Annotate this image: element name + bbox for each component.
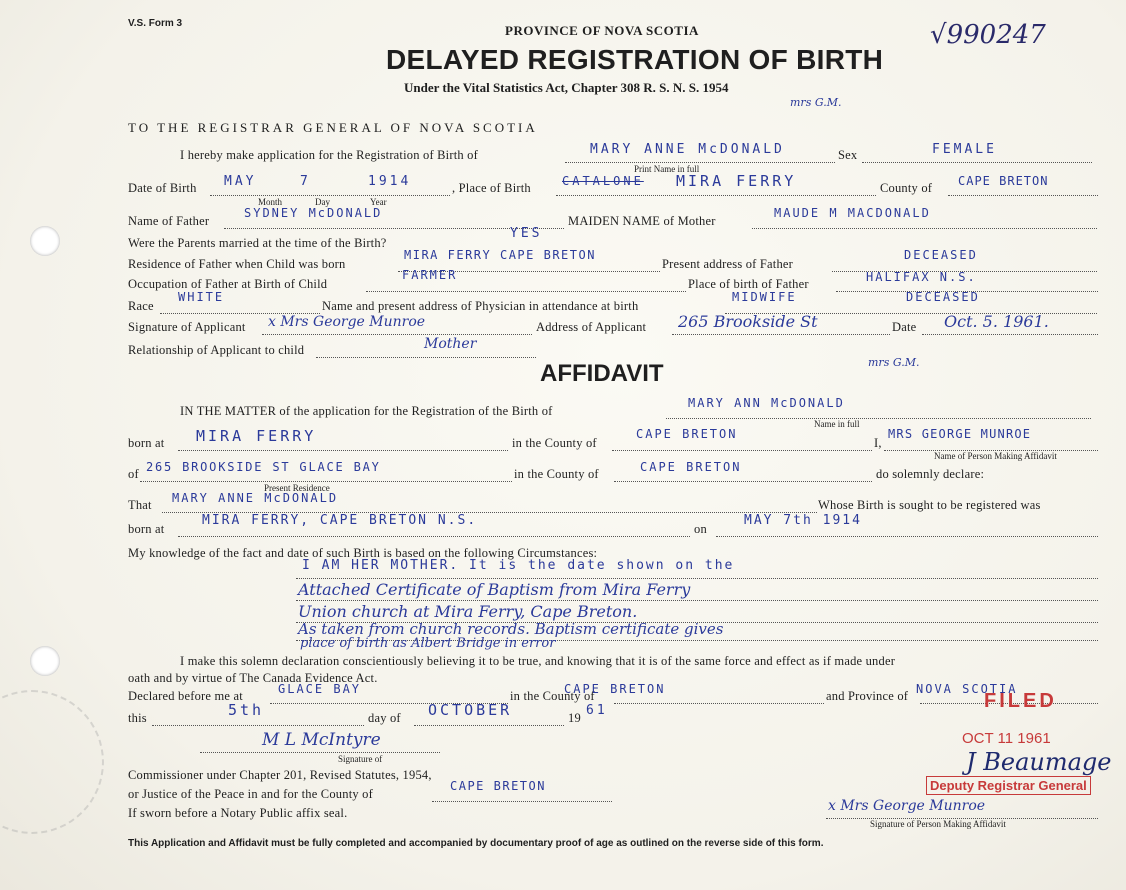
county-label-4: in the County of [510, 689, 595, 703]
affiant-county: CAPE BRETON [640, 460, 742, 474]
year-prefix: 19 [568, 711, 581, 725]
month-caption: Month [258, 197, 283, 207]
footer-note: This Application and Affidavit must be fully completed and accompanied by documentary proof of age as outlined on the reverse side of this form. [128, 838, 824, 849]
signature-caption: Signature of [338, 754, 383, 764]
child-name: MARY ANNE McDONALD [590, 142, 785, 157]
born-at-value: MIRA FERRY [196, 427, 317, 445]
that-name: MARY ANNE McDONALD [172, 491, 339, 505]
on-label: on [694, 522, 707, 536]
punch-hole [30, 646, 60, 676]
pob-struck: CATALONE [562, 174, 644, 188]
county-value: CAPE BRETON [958, 174, 1049, 188]
married-value: YES [510, 226, 543, 241]
relationship-value: Mother [424, 336, 477, 352]
affiant-signature-caption: Signature of Person Making Affidavit [870, 819, 1006, 829]
filed-stamp: FILED [984, 690, 1057, 712]
intro-label: I hereby make application for the Registration of Birth of [180, 148, 478, 162]
address-label: Address of Applicant [536, 320, 647, 334]
circumstance-1: I AM HER MOTHER. It is the date shown on the [302, 558, 735, 573]
affidavit-initials: mrs G.M. [868, 356, 920, 369]
circumstance-2: Attached Certificate of Baptism from Mira Ferry [298, 580, 691, 599]
father-pob-value: HALIFAX N.S. [866, 270, 977, 284]
physician-label: Name and present address of Physician in attendance at birth [322, 299, 639, 313]
affidavit-child-name: MARY ANN McDONALD [688, 396, 845, 410]
affidavit-heading: AFFIDAVIT [540, 360, 664, 387]
signature-label: Signature of Applicant [128, 320, 246, 334]
occupation-label: Occupation of Father at Birth of Child [128, 277, 328, 291]
registration-number: √990247 [930, 20, 1046, 50]
born-at-label: born at [128, 436, 165, 450]
residence-caption: Present Residence [264, 483, 330, 493]
date-label: Date [892, 320, 917, 334]
declared-at: GLACE BAY [278, 682, 362, 696]
declaration-line-1: I make this solemn declaration conscientiously believing it to be true, and knowing that it is of the same force and effect as if made under [180, 654, 896, 668]
residence-label: Residence of Father when Child was born [128, 257, 346, 271]
province-label: and Province of [826, 689, 909, 703]
residence-value: MIRA FERRY CAPE BRETON [404, 248, 596, 262]
circumstance-4: As taken from church records. Baptism certificate gives [298, 620, 724, 638]
county-value-2: CAPE BRETON [636, 427, 738, 441]
physician-value: MIDWIFE [732, 290, 797, 304]
father-value: SYDNEY McDONALD [244, 206, 383, 220]
dob-year: 1914 [368, 174, 412, 189]
year-suffix: 61 [586, 703, 608, 718]
year-caption: Year [370, 197, 387, 207]
sex-value: FEMALE [932, 142, 997, 157]
father-pob-label: Place of birth of Father [688, 277, 809, 291]
that-label: That [128, 498, 152, 512]
province-heading: PROVINCE OF NOVA SCOTIA [505, 23, 699, 38]
affiant-signature: x Mrs George Munroe [828, 798, 986, 814]
born-on-value: MAY 7th 1914 [744, 513, 862, 528]
declared-label: Declared before me at [128, 689, 243, 703]
affiant-caption: Name of Person Making Affidavit [934, 451, 1057, 461]
declared-day: 5th [228, 701, 265, 719]
i-label: I, [874, 436, 882, 450]
applicant-signature: x Mrs George Munroe [268, 314, 426, 330]
physician-address-value: DECEASED [906, 290, 980, 304]
declared-county: CAPE BRETON [564, 682, 666, 696]
county-label-3: in the County of [514, 467, 599, 481]
married-label: Were the Parents married at the time of the Birth? [128, 236, 387, 250]
registrar-signature: J Beaumage [966, 748, 1112, 776]
to-line: TO THE REGISTRAR GENERAL OF NOVA SCOTIA [128, 120, 538, 135]
mother-label: MAIDEN NAME of Mother [568, 214, 716, 228]
born-at-value-2: MIRA FERRY, CAPE BRETON N.S. [202, 513, 478, 528]
notary-note: If sworn before a Notary Public affix seal. [128, 806, 348, 820]
race-label: Race [128, 299, 154, 313]
applicant-address: 265 Brookside St [678, 312, 818, 331]
name-in-full-caption: Name in full [814, 419, 860, 429]
commissioner-line-1: Commissioner under Chapter 201, Revised Statutes, 1954, [128, 768, 432, 782]
sex-label: Sex [838, 148, 858, 162]
application-date: Oct. 5. 1961. [944, 312, 1049, 331]
father-label: Name of Father [128, 214, 210, 228]
of-label: of [128, 467, 139, 481]
relationship-label: Relationship of Applicant to child [128, 343, 305, 357]
dob-month: MAY [224, 174, 257, 189]
declared-month: OCTOBER [428, 701, 513, 719]
pob-label: , Place of Birth [452, 181, 531, 195]
present-address-label: Present address of Father [662, 257, 794, 271]
this-label: this [128, 711, 147, 725]
county-label-2: in the County of [512, 436, 597, 450]
print-name-caption: Print Name in full [634, 164, 700, 174]
circumstance-3: Union church at Mira Ferry, Cape Breton. [298, 602, 638, 621]
page-title: DELAYED REGISTRATION OF BIRTH [386, 44, 884, 75]
born-at-label-2: born at [128, 522, 165, 536]
form-number: V.S. Form 3 [128, 18, 183, 29]
affidavit-intro: IN THE MATTER of the application for the Registration of the Birth of [180, 404, 553, 418]
whose-birth-label: Whose Birth is sought to be registered was [818, 498, 1041, 512]
mother-value: MAUDE M MACDONALD [774, 206, 931, 220]
circumstance-5: place of birth as Albert Bridge in error [300, 636, 556, 651]
filed-date-stamp: OCT 11 1961 [962, 730, 1051, 747]
day-caption: Day [315, 197, 330, 207]
present-address-value: DECEASED [904, 248, 978, 262]
declare-label: do solemnly declare: [876, 467, 985, 481]
embossed-seal [0, 690, 104, 834]
day-of-label: day of [368, 711, 401, 725]
dob-label: Date of Birth [128, 181, 197, 195]
declaration-line-2: oath and by virtue of The Canada Evidence Act. [128, 671, 378, 685]
county-label: County of [880, 181, 933, 195]
knowledge-label: My knowledge of the fact and date of such Birth is based on the following Circumstances: [128, 546, 598, 560]
affiant-name: MRS GEORGE MUNROE [888, 427, 1032, 441]
correction-initials: mrs G.M. [790, 96, 842, 109]
commissioner-county: CAPE BRETON [450, 779, 546, 793]
race-value: WHITE [178, 290, 225, 304]
dob-day: 7 [300, 174, 311, 189]
commissioner-line-2: or Justice of the Peace in and for the County of [128, 787, 373, 801]
registrar-stamp: Deputy Registrar General [926, 776, 1091, 795]
declared-province: NOVA SCOTIA [916, 682, 1018, 696]
affiant-residence: 265 BROOKSIDE ST GLACE BAY [146, 460, 381, 474]
commissioner-signature: M L McIntyre [262, 730, 381, 750]
pob-value: MIRA FERRY [676, 172, 797, 190]
page-subtitle: Under the Vital Statistics Act, Chapter 308 R. S. N. S. 1954 [404, 80, 729, 95]
punch-hole [30, 226, 60, 256]
occupation-value: FARMER [402, 268, 458, 282]
